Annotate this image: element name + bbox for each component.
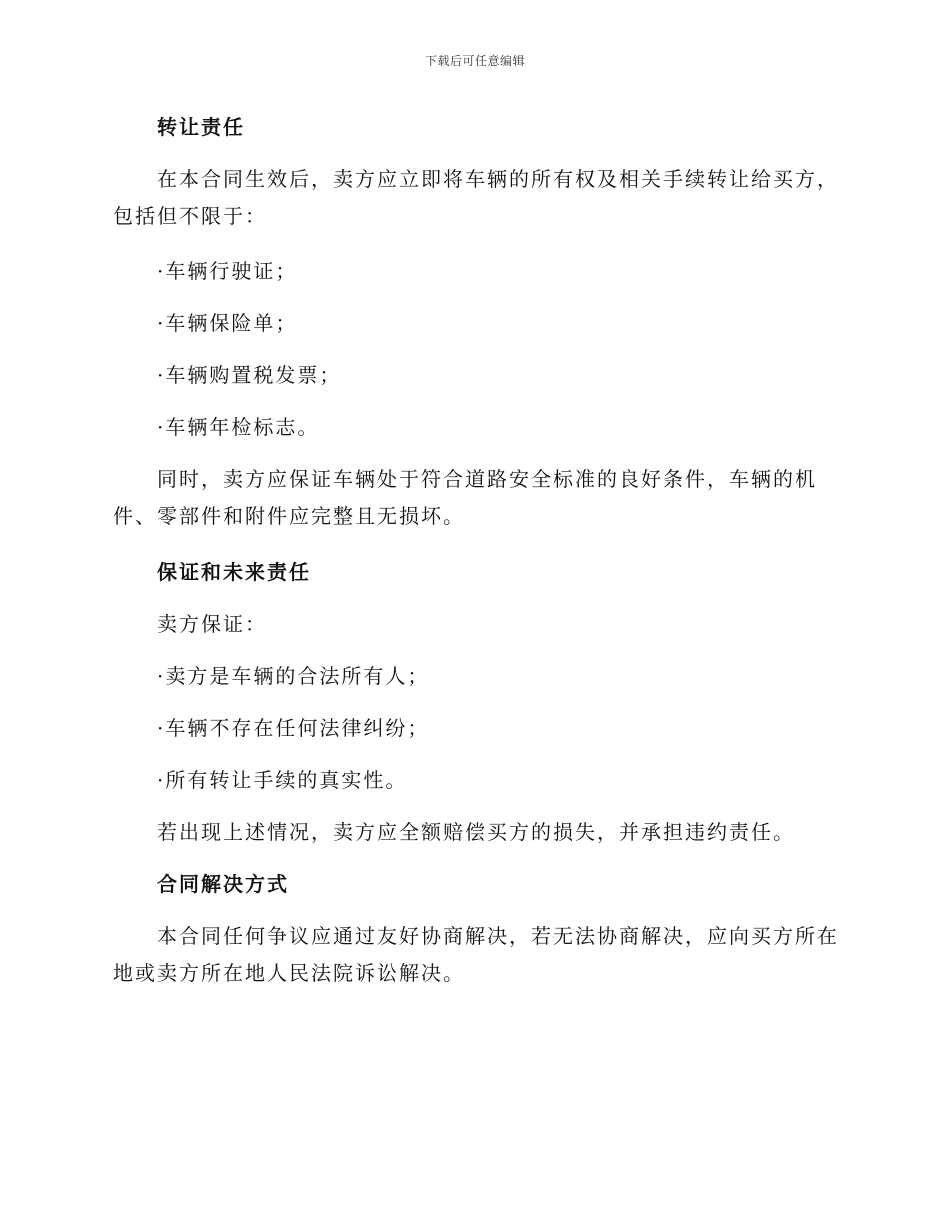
paragraph-dispute bbox=[113, 923, 839, 986]
list-item-tax-invoice: ·车辆购置税发票； bbox=[157, 363, 342, 387]
paragraph-warranty-intro: 卖方保证： bbox=[157, 612, 267, 636]
section-heading-dispute: 合同解决方式 bbox=[157, 872, 289, 896]
list-item-legal-owner: ·卖方是车辆的合法所有人； bbox=[157, 664, 430, 688]
paragraph-transfer-intro bbox=[113, 166, 839, 229]
paragraph-line: 包括但不限于： bbox=[113, 204, 267, 228]
section-heading-warranty: 保证和未来责任 bbox=[157, 560, 311, 584]
paragraph-warranty-closing: 若出现上述情况，卖方应全额赔偿买方的损失，并承担违约责任。 bbox=[157, 820, 795, 844]
paragraph-line: 本合同任何争议应通过友好协商解决，若无法协商解决，应向买方所在 bbox=[157, 924, 839, 948]
paragraph-line: 地或卖方所在地人民法院诉讼解决。 bbox=[113, 961, 465, 985]
paragraph-line: 在本合同生效后，卖方应立即将车辆的所有权及相关手续转让给买方， bbox=[157, 167, 839, 191]
list-item-inspection-label: ·车辆年检标志。 bbox=[157, 415, 320, 439]
paragraph-transfer-closing bbox=[113, 466, 817, 529]
paragraph-line: 同时，卖方应保证车辆处于符合道路安全标准的良好条件，车辆的机 bbox=[157, 467, 817, 491]
list-item-license: ·车辆行驶证； bbox=[157, 259, 298, 283]
paragraph-line: 件、零部件和附件应完整且无损坏。 bbox=[113, 504, 465, 528]
list-item-no-dispute: ·车辆不存在任何法律纠纷； bbox=[157, 716, 430, 740]
list-item-insurance: ·车辆保险单； bbox=[157, 311, 298, 335]
page-header-note: 下载后可任意编辑 bbox=[424, 54, 525, 68]
section-heading-transfer: 转让责任 bbox=[157, 115, 245, 139]
list-item-authenticity: ·所有转让手续的真实性。 bbox=[157, 768, 408, 792]
